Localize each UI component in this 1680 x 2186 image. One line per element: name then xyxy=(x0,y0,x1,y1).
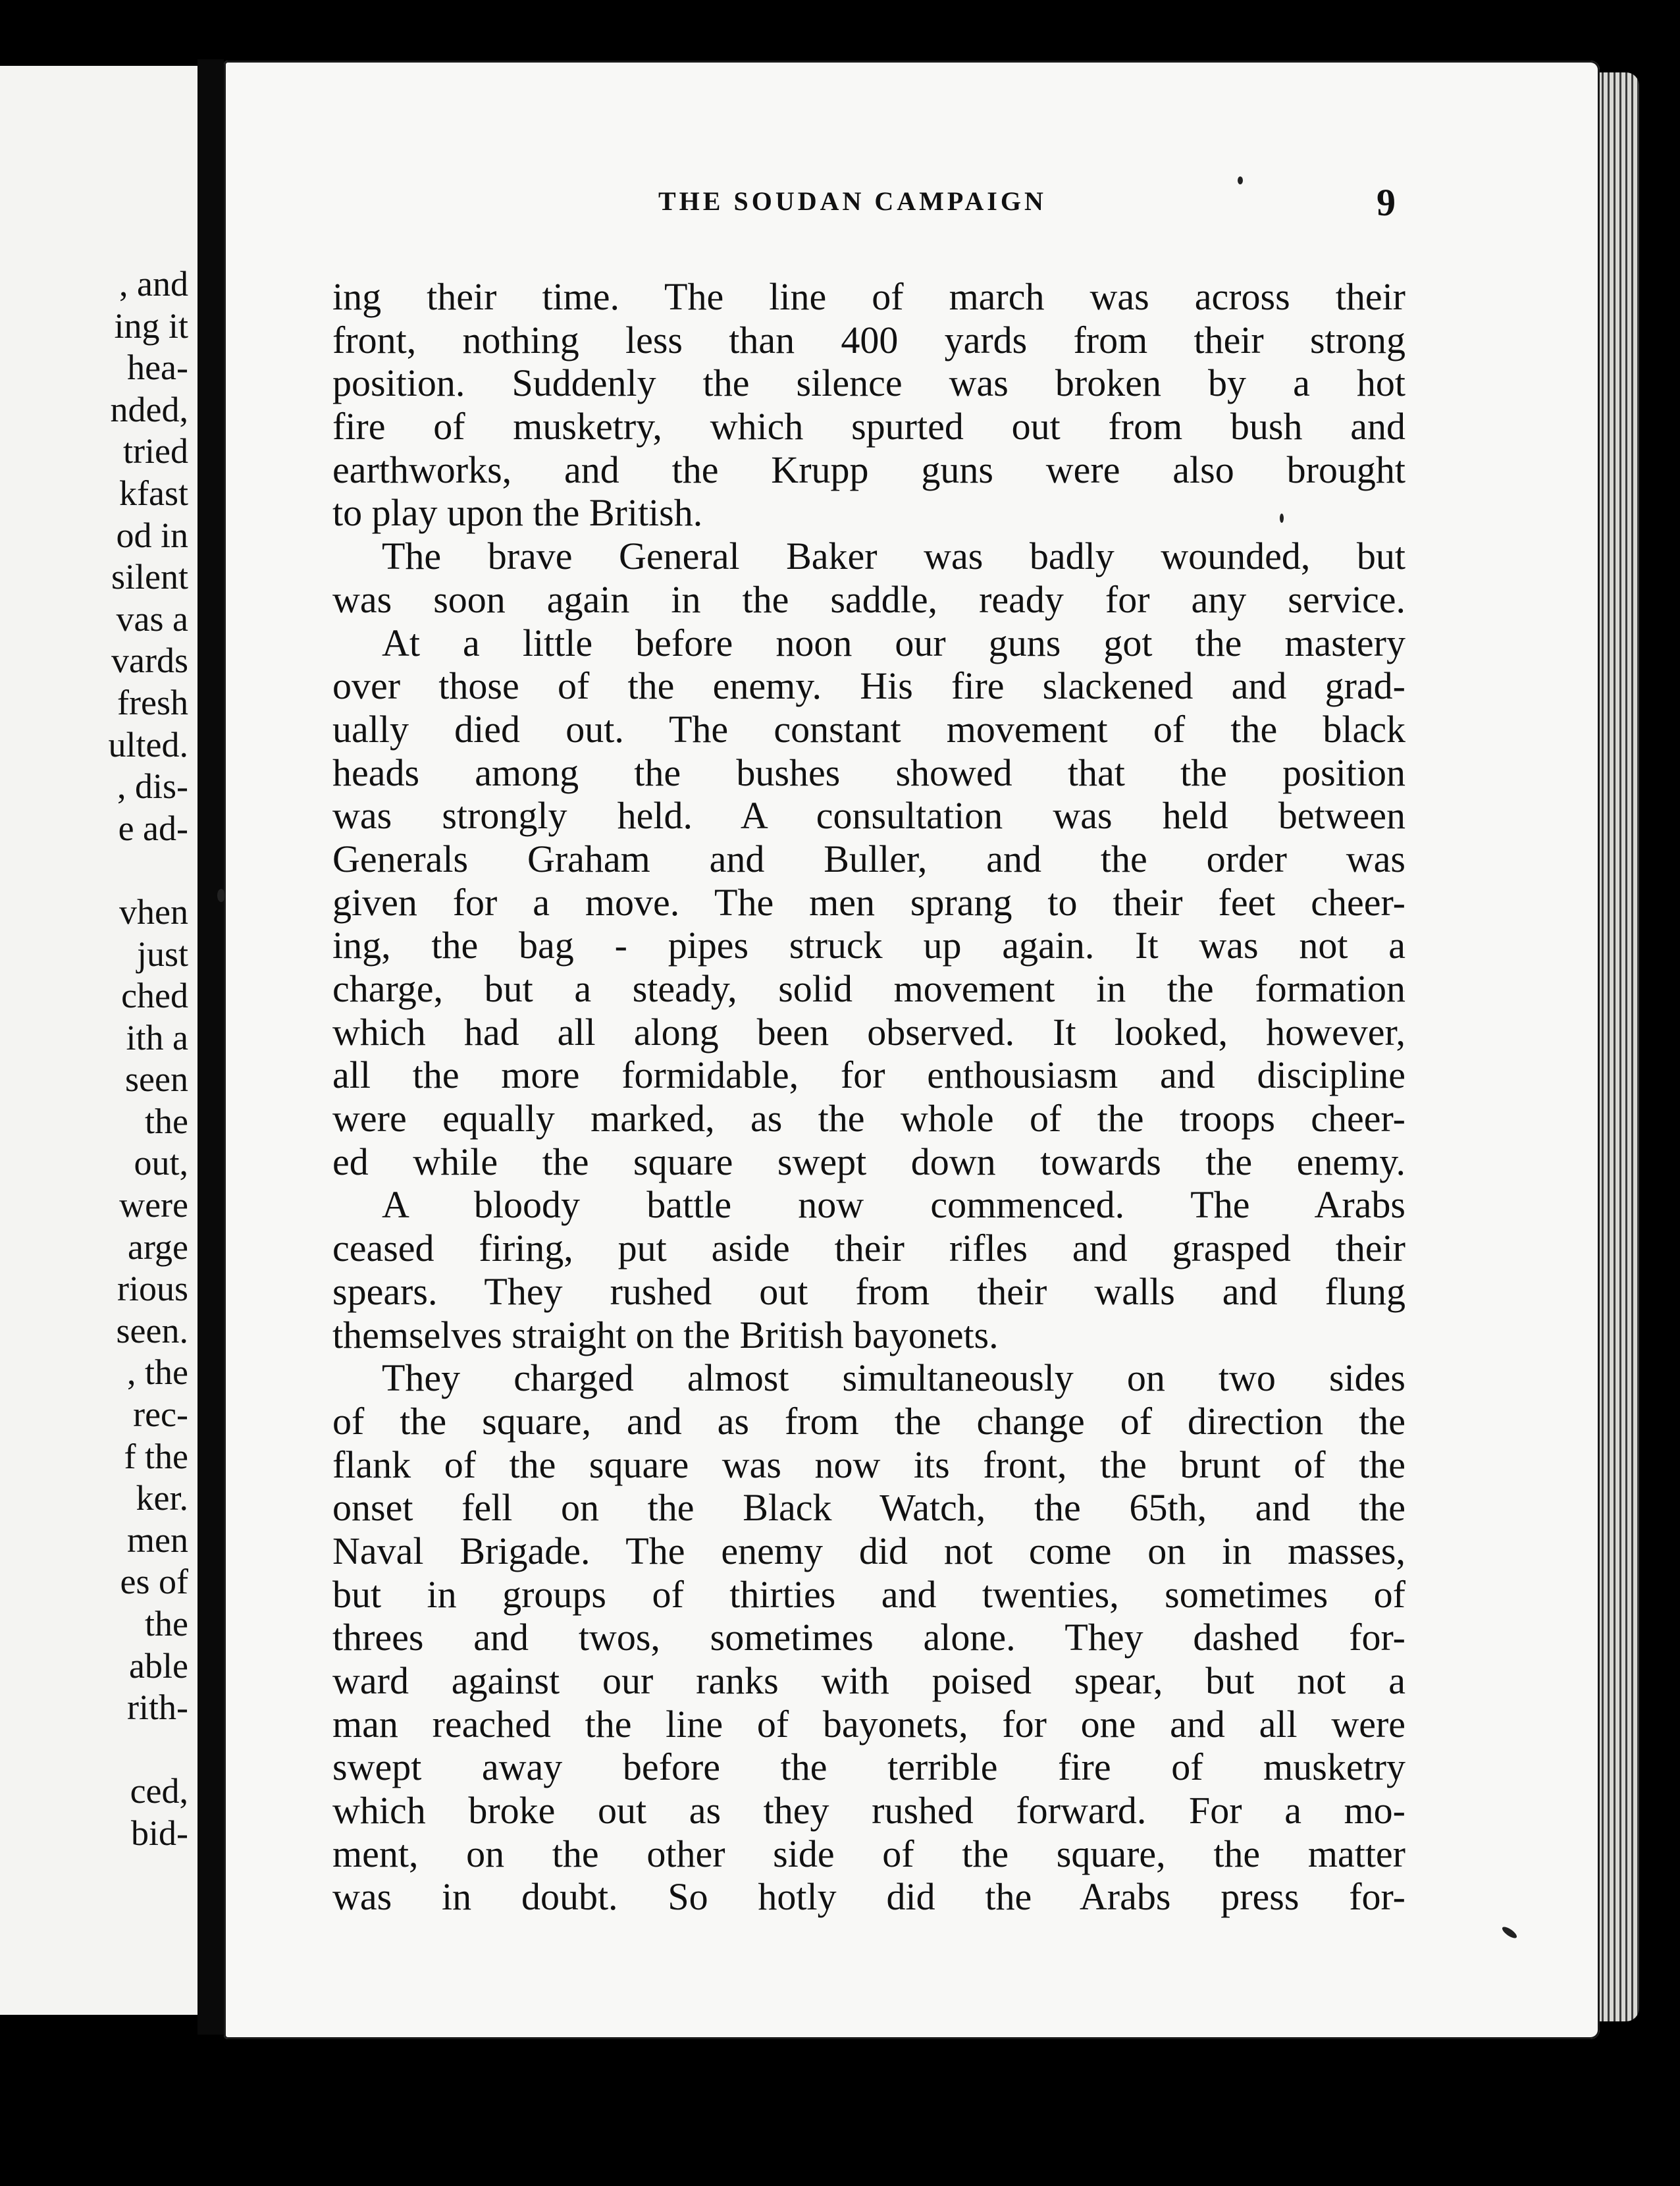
left-page-line: ulted. xyxy=(108,724,188,764)
book-gutter xyxy=(197,59,224,2035)
left-page-line: silent xyxy=(111,557,188,597)
body-line: ment, on the other side of the square, the matter xyxy=(332,1832,1405,1875)
left-page-line: were xyxy=(119,1185,188,1225)
body-line: onset fell on the Black Watch, the 65th, and the xyxy=(332,1486,1405,1530)
left-page-line: hea- xyxy=(127,348,188,388)
left-page-line: seen. xyxy=(116,1310,188,1350)
left-page-line xyxy=(109,1729,188,1771)
left-page-line: the xyxy=(145,1101,188,1141)
body-line: were equally marked, as the whole of the troops cheer- xyxy=(332,1097,1405,1140)
page-number: 9 xyxy=(1377,181,1396,224)
body-line: to play upon the British. xyxy=(332,491,703,535)
left-page-line: , the xyxy=(127,1352,188,1393)
body-line: of the square, and as from the change of direction the xyxy=(332,1399,1405,1443)
body-line: was strongly held. A consultation was held between xyxy=(332,794,1405,838)
left-page-line: arge xyxy=(128,1227,188,1267)
left-page-line: f the xyxy=(124,1436,188,1476)
body-line: front, nothing less than 400 yards from their strong xyxy=(332,318,1405,361)
body-line: ceased firing, put aside their rifles and grasped their xyxy=(332,1227,1405,1270)
ink-speck xyxy=(217,889,225,902)
body-line: Generals Graham and Buller, and the order was xyxy=(332,837,1405,880)
body-line: themselves straight on the British bayonets. xyxy=(332,1313,999,1356)
body-line: ing, the bag - pipes struck up again. It was not a xyxy=(332,924,1405,967)
body-line: all the more formidable, for enthousiasm and discipline xyxy=(332,1053,1405,1097)
left-page-line xyxy=(109,849,188,892)
left-page-line: rec- xyxy=(133,1395,188,1435)
left-page-line: ing it xyxy=(114,306,188,346)
body-line: ward against our ranks with poised spear, but not a xyxy=(332,1659,1405,1702)
body-line: given for a move. The men sprang to their feet cheer- xyxy=(332,880,1405,924)
left-page-line: seen xyxy=(125,1059,188,1100)
left-page-line: ched xyxy=(121,976,188,1016)
body-line: Naval Brigade. The enemy did not come on in masses, xyxy=(332,1529,1405,1572)
body-line: threes and twos, sometimes alone. They dashed for- xyxy=(332,1616,1405,1659)
ink-speck xyxy=(1280,514,1284,523)
left-page-line: ced, xyxy=(130,1771,188,1811)
body-line: spears. They rushed out from their walls and flung xyxy=(332,1269,1405,1313)
left-page-line: vas a xyxy=(116,599,188,639)
body-line: ed while the square swept down towards the enemy. xyxy=(332,1140,1405,1183)
body-line: earthworks, and the Krupp guns were also brought xyxy=(332,448,1405,491)
left-page-line: e ad- xyxy=(118,808,188,848)
body-line: which broke out as they rushed forward. For a mo- xyxy=(332,1789,1405,1832)
left-page-line: vhen xyxy=(119,892,188,932)
left-page-line: rious xyxy=(117,1269,188,1309)
body-line: over those of the enemy. His fire slackened and grad- xyxy=(332,664,1405,708)
body-line: man reached the line of bayonets, for one and all were xyxy=(332,1702,1405,1746)
body-line: but in groups of thirties and twenties, sometimes of xyxy=(332,1572,1405,1616)
body-line: ually died out. The constant movement of the black xyxy=(332,707,1405,751)
left-page-line: tried xyxy=(123,431,188,471)
left-page-line: kfast xyxy=(119,473,188,513)
body-text xyxy=(332,275,1405,1919)
body-line: position. Suddenly the silence was broken by a hot xyxy=(332,361,1405,405)
left-page-line: , and xyxy=(119,264,188,304)
left-page-line: out, xyxy=(134,1143,188,1183)
left-page-line: just xyxy=(136,934,188,974)
left-page-line: fresh xyxy=(117,682,188,722)
body-line: was soon again in the saddle, ready for any service. xyxy=(332,577,1405,621)
left-page-line: able xyxy=(129,1645,188,1686)
left-page-line: ith a xyxy=(126,1017,188,1057)
left-page-line: ker. xyxy=(136,1478,188,1518)
body-line: At a little before noon our guns got the mastery xyxy=(382,621,1405,664)
body-line: swept away before the terrible fire of musketry xyxy=(332,1746,1405,1789)
left-page-line: , dis- xyxy=(117,766,188,807)
page-header xyxy=(658,181,1415,225)
left-page-line: vards xyxy=(111,641,188,681)
ink-speck xyxy=(1238,176,1243,184)
body-line: charge, but a steady, solid movement in the formation xyxy=(332,967,1405,1010)
left-page-line: nded, xyxy=(110,389,188,429)
body-line: which had all along been observed. It looked, however, xyxy=(332,1010,1405,1053)
body-line: heads among the bushes showed that the position xyxy=(332,751,1405,794)
left-page-line: men xyxy=(127,1520,188,1560)
body-line: They charged almost simultaneously on two sides xyxy=(382,1356,1405,1400)
left-page-line: od in xyxy=(116,515,188,555)
left-page-fragment xyxy=(0,66,200,2015)
body-line: was in doubt. So hotly did the Arabs press for- xyxy=(332,1875,1405,1919)
body-line: fire of musketry, which spurted out from bush and xyxy=(332,405,1405,448)
left-page-line: es of xyxy=(120,1562,188,1602)
left-page-line: the xyxy=(145,1604,188,1643)
body-line: ing their time. The line of march was across their xyxy=(332,275,1405,318)
left-page-line: bid- xyxy=(131,1813,188,1853)
left-page-text xyxy=(109,263,188,1855)
body-line: A bloody battle now commenced. The Arabs xyxy=(382,1183,1405,1227)
running-head: THE SOUDAN CAMPAIGN xyxy=(658,186,1047,216)
left-page-line: rith- xyxy=(127,1688,188,1728)
body-line: flank of the square was now its front, the brunt of the xyxy=(332,1443,1405,1486)
body-line: The brave General Baker was badly wounded, but xyxy=(382,535,1405,578)
